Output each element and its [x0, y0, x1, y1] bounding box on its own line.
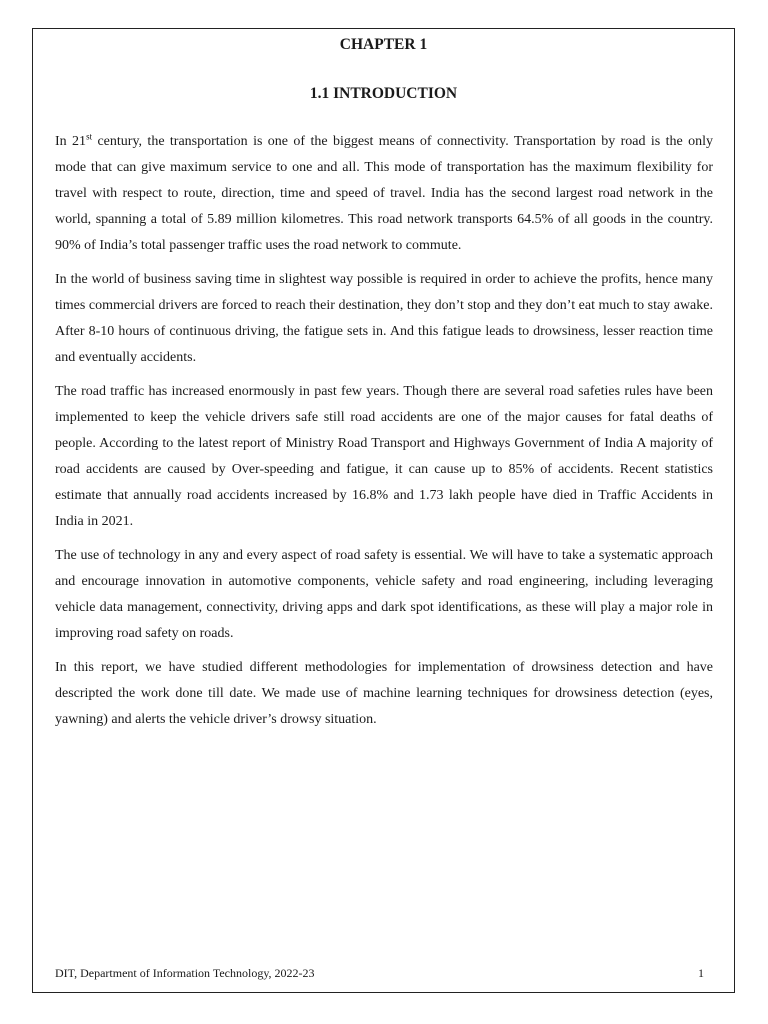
paragraph-2: In the world of business saving time in slightest way possible is required in order to achieve the profits, hence many times commercial drivers are forced to reach their destination, they don’t stop and they don’t eat much to stay awake. After 8-10 hours of continuous driving, the fatigue sets in. And this fatigue leads to drowsiness, lesser reaction time and eventually accidents. — [55, 272, 713, 365]
body-text — [55, 129, 713, 741]
paragraph-5: In this report, we have studied different methodologies for implementation of drowsiness detection and have descripted the work done till date. We made use of machine learning techniques for drowsiness detection (eyes, yawning) and alerts the vehicle driver’s drowsy situation. — [55, 660, 713, 727]
paragraph-4: The use of technology in any and every aspect of road safety is essential. We will have to take a systematic approach and encourage innovation in automotive components, vehicle safety and road engineering, including leveraging vehicle data management, connectivity, driving apps and dark spot identifications, as these will play a major role in improving road safety on roads. — [55, 548, 713, 641]
page-number: 1 — [698, 966, 704, 980]
footer-department: DIT, Department of Information Technology, 2022-23 — [55, 966, 315, 980]
paragraph-1 — [55, 129, 713, 259]
page-border — [32, 28, 735, 993]
paragraph-1-rest: century, the transportation is one of the biggest means of connectivity. Transportation by road is the only mode that can give maximum service to one and all. This mode of transportation has the maximum flexibility for travel with respect to route, direction, time and speed of travel. India has the second largest road network in the world, spanning a total of 5.89 million kilometres. This road network transports 64.5% of all goods in the country. 90% of India’s total passenger traffic uses the road network to commute. — [55, 134, 713, 253]
ordinal-suffix: st — [86, 131, 93, 142]
paragraph-1-start: In 21 — [55, 134, 87, 149]
chapter-title: CHAPTER 1 — [339, 36, 428, 53]
section-title: 1.1 INTRODUCTION — [309, 85, 458, 102]
paragraph-3: The road traffic has increased enormously in past few years. Though there are several road safeties rules have been implemented to keep the vehicle drivers safe still road accidents are one of the major causes for fatal deaths of people. According to the latest report of Ministry Road Transport and Highways Government of India A majority of road accidents are caused by Over-speeding and fatigue, it can cause up to 85% of accidents. Recent statistics estimate that annually road accidents increased by 16.8% and 1.73 lakh people have died in Traffic Accidents in India in 2021. — [55, 384, 713, 529]
